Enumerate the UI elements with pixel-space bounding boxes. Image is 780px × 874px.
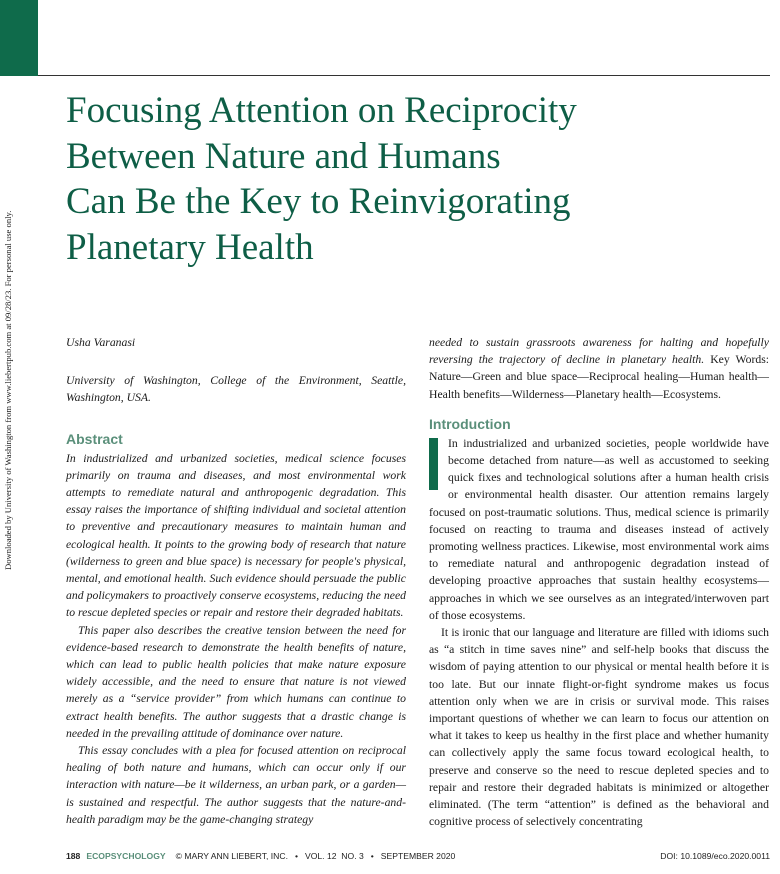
keywords: Nature—Green and blue space—Reciprocal healing—Human health—Health benefits—Wilderness—Planetary health—Ecosystems. [429, 370, 769, 401]
journal-color-tab [0, 0, 38, 76]
intro-paragraph: It is ironic that our language and literature are filled with idioms such as “a stitch in time saves nine” and self-help books that discuss the wisdom of paying attention to our physical or mental health before it is too late. But our innate flight-or-fight syndrome makes us focus attention only when we are in crisis or survival mode. This raises important questions of whether we can learn to focus our attention on what it takes to keep us healthy in the first place and whether humanity can collectively apply the same focus toward ecological health, to preserve and conserve so the need to rescue depleted species and to repair and restore their degraded habitats is minimized or altogether eliminated. (The term “attention” is defined as the behavioral and cognitive process of selectively concentrating [429, 626, 769, 829]
abstract-continuation [429, 334, 769, 403]
page-number: 188 [66, 851, 81, 861]
abstract-paragraph: In industrialized and urbanized societies, medical science focuses primarily on trauma and diseases, and most environmental work attempts to remediate natural and anthropogenic degradation. This essay raises the importance of shifting individual and societal attention to preventive and precautionary measures to maintain human and ecological health. It points to the growing body of research that nature (wilderness to green and blue space) is necessary for people's physical, mental, and emotional health. Such evidence should persuade the public and policymakers to proactively conserve ecosystems, reducing the need to rescue depleted species or repair and restore their degraded habitats. [66, 451, 406, 620]
abstract-paragraph: This paper also describes the creative tension between the need for evidence-based research to demonstrate the health benefits of nature, which can lead to public health policies that make nature exposure widely accessible, and the need to ensure that nature is not viewed merely as a “service provider” from which humans can continue to extract health benefits. The author suggests that a drastic change is needed in the prevailing attitude of dominance over nature. [66, 623, 406, 740]
introduction-heading: Introduction [429, 415, 511, 432]
abstract-heading: Abstract [66, 430, 123, 447]
right-column [429, 334, 769, 830]
bullet-separator: • [370, 851, 374, 861]
download-notice: Downloaded by University of Washington from www.liebertpub.com at 09/28/23. For personal use only. [3, 210, 13, 570]
left-column [66, 334, 406, 828]
intro-paragraph-text: In industrialized and urbanized societies, people worldwide have become detached from nature—as well as accustomed to seeking quick fixes and technological solutions after a human health crisis or environmental health disaster. Our attention remains largely focused on post-traumatic solutions. Thus, medical science is primarily focused on reacting to trauma and diseases instead of actively promoting wellness practices. Likewise, most environmental work aims to remediate natural and anthropogenic degradation instead of developing proactive approaches that sustain healthy ecosystems—approaches in which we see ourselves as an integrated/interwoven part of those ecosystems. [429, 436, 769, 622]
header-rule [38, 75, 770, 76]
bullet-separator: • [294, 851, 298, 861]
abstract-section [66, 430, 406, 828]
article-title [66, 88, 746, 270]
journal-name: ECOPSYCHOLOGY [86, 851, 166, 861]
publisher: © MARY ANN LIEBERT, INC. [175, 851, 288, 861]
issue-date: SEPTEMBER 2020 [380, 851, 456, 861]
title-line: Planetary Health [66, 226, 314, 268]
title-line: Can Be the Key to Reinvigorating [66, 181, 571, 222]
page-footer [66, 851, 770, 861]
abstract-continuation-text: needed to sustain grassroots awareness for halting and hopefully reversing the trajectory of decline in planetary health. [429, 336, 769, 367]
volume: VOL. 12 [304, 851, 337, 861]
title-line: Between Nature and Humans [66, 135, 501, 177]
drop-cap-bar [429, 438, 438, 490]
author-name: Usha Varanasi [66, 336, 136, 349]
intro-paragraph [429, 435, 769, 624]
author-affiliation: University of Washington, College of the Environment, Seattle, Washington, USA. [66, 374, 406, 405]
abstract-paragraph: This essay concludes with a plea for focused attention on reciprocal healing of both nature and humans, which can occur only if our interaction with nature—be it wilderness, an urban park, or a garden—is sustained and respectful. The author suggests that the nature-and-health paradigm may be the game-changing strategy [66, 744, 406, 826]
keywords-label: Key Words: [710, 353, 770, 367]
title-line: Focusing Attention on Reciprocity [66, 90, 577, 131]
issue: NO. 3 [341, 851, 364, 861]
doi: DOI: 10.1089/eco.2020.0011 [660, 851, 770, 861]
